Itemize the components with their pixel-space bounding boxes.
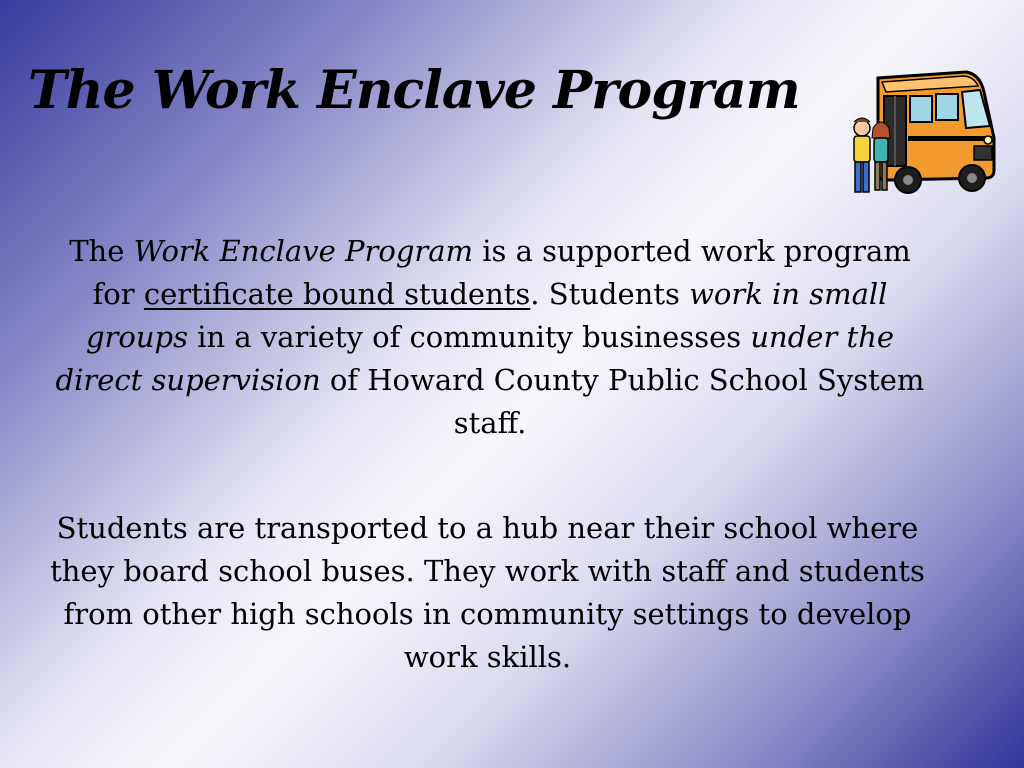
desc-text-2: is a supported work program for [92, 234, 911, 311]
desc-text-4: in a variety of community businesses [187, 320, 751, 354]
school-bus-clipart-icon [846, 66, 1000, 202]
slide-title: The Work Enclave Program [28, 60, 800, 121]
transportation-description: Students are transported to a hub near their school where they board school buses. They work with staff and students from other high schools in community settings to develop work skills. [50, 511, 925, 674]
desc-text-3: . Students [530, 277, 690, 311]
program-name-emphasis: Work Enclave Program [133, 234, 474, 268]
supervision-emphasis: under the direct supervision [55, 320, 895, 397]
small-groups-emphasis: work in small groups [85, 277, 888, 354]
desc-text-1: The [69, 234, 134, 268]
program-description [50, 230, 930, 445]
desc-text-5: of Howard County Public School System staff. [320, 363, 925, 440]
certificate-bound-underline: certificate bound students [143, 277, 531, 311]
